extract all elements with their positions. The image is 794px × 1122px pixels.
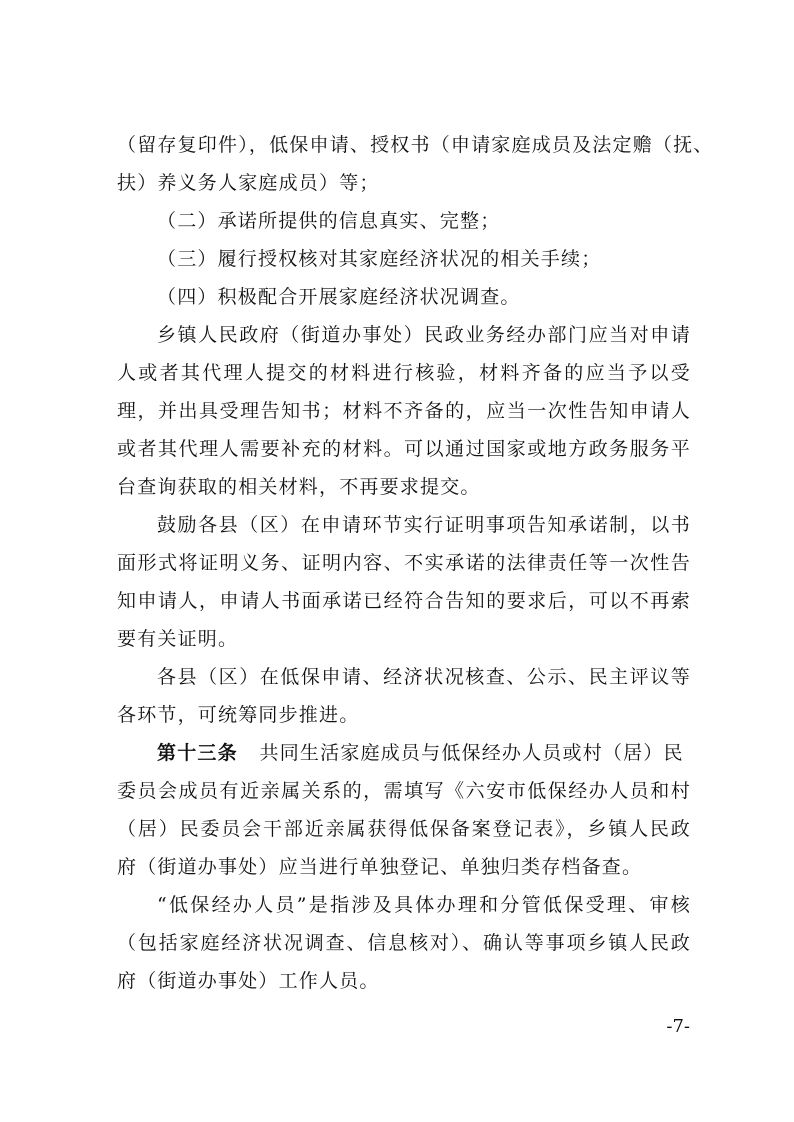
text-line: “低保经办人员”是指涉及具体办理和分管低保受理、审核: [157, 894, 691, 916]
text-line: 理，并出具受理告知书；材料不齐备的，应当一次性告知申请人: [117, 400, 691, 422]
text-line: 扶）养义务人家庭成员）等；: [117, 172, 380, 194]
text-line: 面形式将证明义务、证明内容、不实承诺的法律责任等一次性告: [117, 552, 691, 574]
text-line: （二）承诺所提供的信息真实、完整；: [157, 210, 501, 232]
text-line: 要有关证明。: [117, 628, 239, 650]
text-line: 鼓励各县（区）在申请环节实行证明事项告知承诺制，以书: [157, 514, 691, 536]
text-line: （包括家庭经济状况调查、信息核对）、确认等事项乡镇人民政: [117, 932, 691, 954]
paragraph-item-three: [117, 240, 691, 278]
text-line: （三）履行授权核对其家庭经济状况的相关手续；: [157, 248, 602, 270]
text-line: 或者其代理人需要补充的材料。可以通过国家或地方政务服务平: [117, 438, 691, 460]
text-line: 委员会成员有近亲属关系的，需填写《六安市低保经办人员和村: [117, 780, 691, 802]
paragraph-definition: [117, 886, 691, 1000]
text-line: 各环节，可统筹同步推进。: [117, 704, 360, 726]
paragraph-materials-continued: [117, 126, 714, 202]
text-line: 府（街道办事处）工作人员。: [117, 970, 380, 992]
text-line: 府（街道办事处）应当进行单独登记、单独归类存档备查。: [117, 856, 643, 878]
text-line: 各县（区）在低保申请、经济状况核查、公示、民主评议等: [157, 666, 691, 688]
paragraph-item-two: [117, 202, 691, 240]
paragraph-item-four: [117, 278, 691, 316]
paragraph-commitment-system: [117, 506, 691, 658]
text-line: （四）积极配合开展家庭经济状况调查。: [157, 286, 521, 308]
document-body: [117, 126, 714, 1000]
paragraph-article-thirteen: [117, 734, 691, 886]
text-line: [117, 734, 691, 772]
text-line: 乡镇人民政府（街道办事处）民政业务经办部门应当对申请: [157, 324, 691, 346]
page-number: -7-: [666, 1016, 690, 1037]
text-line: （留存复印件），低保申请、授权书（申请家庭成员及法定赡（抚、: [117, 134, 714, 156]
text-line: 知申请人，申请人书面承诺已经符合告知的要求后，可以不再索: [117, 590, 691, 612]
article-text: 共同生活家庭成员与低保经办人员或村（居）民: [259, 742, 684, 764]
paragraph-verification: [117, 316, 691, 506]
text-line: 台查询获取的相关材料，不再要求提交。: [117, 476, 481, 498]
text-line: 人或者其代理人提交的材料进行核验，材料齐备的应当予以受: [117, 362, 691, 384]
paragraph-synchronous-advance: [117, 658, 691, 734]
article-label: 第十三条: [157, 742, 238, 764]
text-line: （居）民委员会干部近亲属获得低保备案登记表》，乡镇人民政: [117, 818, 691, 840]
